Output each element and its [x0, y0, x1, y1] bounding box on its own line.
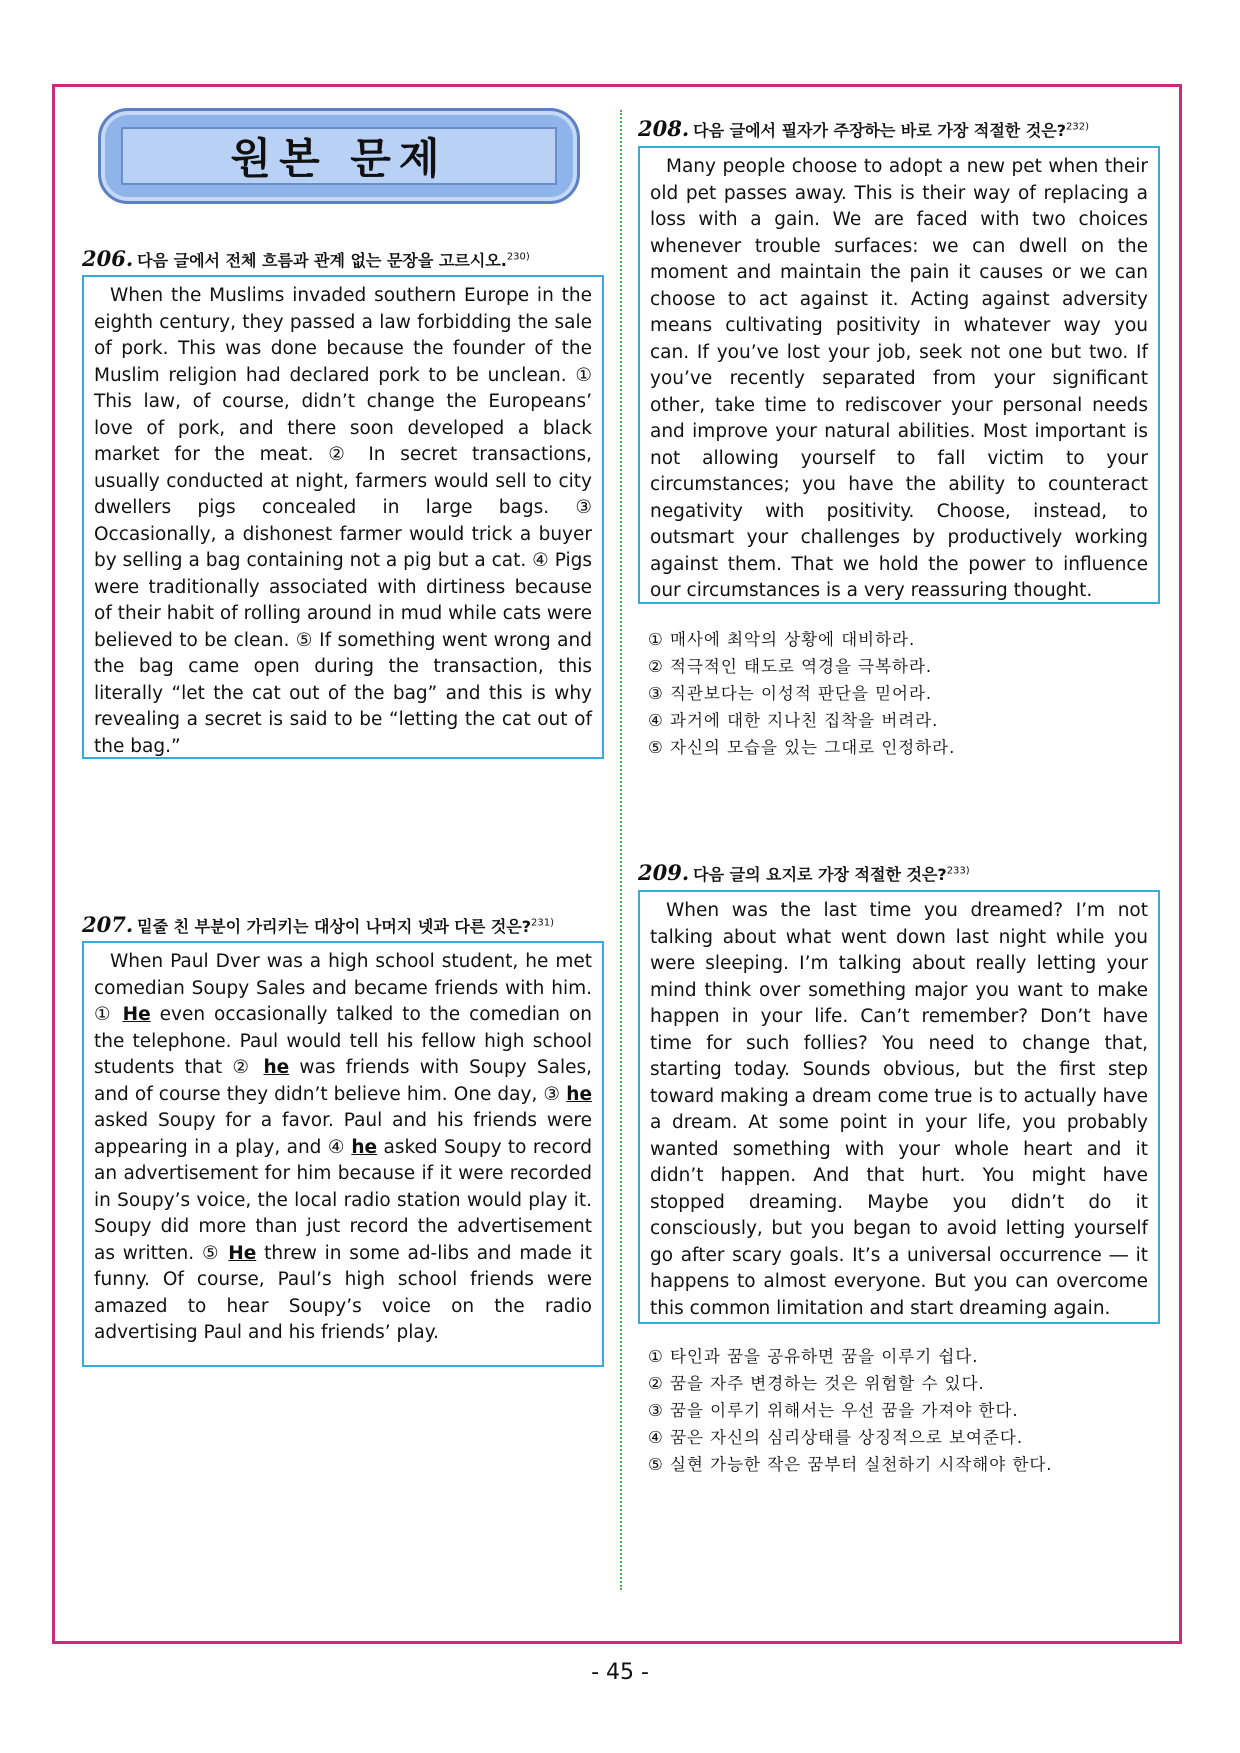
q206-number: 206. [82, 246, 134, 271]
q206-instruction: 다음 글에서 전체 흐름과 관계 없는 문장을 고르시오. [137, 251, 507, 270]
page-number: - 45 - [591, 1660, 649, 1685]
q208-passage-box [638, 146, 1160, 604]
q208-footnote: 232) [1066, 121, 1090, 133]
q207-instruction: 밑줄 친 부분이 가리키는 대상이 나머지 넷과 다른 것은? [137, 917, 532, 936]
q209-choices [648, 1343, 1053, 1478]
q207-text-4: asked Soupy for a favor. Paul and his friends were appearing in a play, and ④ [94, 1110, 592, 1158]
q208-choice-4[interactable]: ④ 과거에 대한 지나친 집착을 버려라. [648, 711, 939, 730]
q208-passage: Many people choose to adopt a new pet when their old pet passes away. This is their way of replacing a loss with a gain. We are faced with two choices whenever trouble surfaces: we can dwell on the moment and maintain the pain it causes or we can choose to act against it. Acting against adversity means cultivating positivity in whatever way you can. If you’ve lost your job, seek not one but two. If you’ve recently separated from your significant other, take time to rediscover your personal needs and improve your natural abilities. Most important is not allowing yourself to fall victim to your circumstances; you have the ability to counteract negativity with positivity. Choose, instead, to outsmart your challenges by productively working against them. That we hold the power to influence our circumstances is a very reassuring thought. [650, 156, 1148, 601]
q209-choice-1[interactable]: ① 타인과 꿈을 공유하면 꿈을 이루기 쉽다. [648, 1347, 979, 1366]
title-banner-inner [121, 127, 557, 185]
q209-header [638, 860, 970, 885]
q209-footnote: 233) [946, 865, 970, 877]
title-banner [98, 108, 580, 204]
q207-number: 207. [82, 912, 134, 937]
q206-footnote: 230) [506, 251, 530, 263]
q209-passage: When was the last time you dreamed? I’m not talking about what went down last night while you were sleeping. I’m talking about really letting your mind think over something major you want to make happen in your life. Can’t remember? Don’t have time for such follies? You need to change that, starting today. Sounds obvious, but the first step toward making a dream come true is to actually have a dream. At some point in your life, you probably wanted something with your whole heart and it didn’t happen. And that hurt. You might have stopped dreaming. Maybe you didn’t do it consciously, but you began to avoid letting yourself go after scary goals. It’s a universal occurrence ― it happens to almost everyone. But you can overcome this common limitation and start dreaming again. [650, 900, 1148, 1319]
q207-text-5: asked Soupy to record an advertisement for him because if it were recorded in Soupy’s voice, the local radio station would play it. Soupy did more than just record the advertisement as written. ⑤ [94, 1136, 592, 1264]
q206-header [82, 246, 530, 271]
q207-text-1: When Paul Dver was a high school student, he met comedian Soupy Sales and became friends with him. ① [94, 951, 592, 1025]
q209-choice-5[interactable]: ⑤ 실현 가능한 작은 꿈부터 실천하기 시작해야 한다. [648, 1455, 1053, 1474]
q207-footnote: 231) [531, 917, 555, 929]
q207-underline-2: he [263, 1057, 290, 1078]
q208-header [638, 116, 1089, 141]
q208-choice-1[interactable]: ① 매사에 최악의 상황에 대비하라. [648, 630, 916, 649]
column-divider [620, 110, 622, 1590]
q208-choice-3[interactable]: ③ 직관보다는 이성적 판단을 믿어라. [648, 684, 933, 703]
q207-passage [94, 949, 592, 1347]
q206-passage-box [82, 275, 604, 759]
page-title: 원본 문제 [230, 134, 448, 183]
q207-underline-5: He [228, 1242, 257, 1264]
q207-text-3: was friends with Soupy Sales, and of course they didn’t believe him. One day, ③ [94, 1057, 592, 1105]
q207-text-6: threw in some ad-libs and made it funny. Of course, Paul’s high school friends were amazed to hear Soupy’s voice on the radio advertising Paul and his friends’ play. [94, 1242, 592, 1343]
q208-choice-5[interactable]: ⑤ 자신의 모습을 있는 그대로 인정하라. [648, 738, 956, 757]
q208-instruction: 다음 글에서 필자가 주장하는 바로 가장 적절한 것은? [693, 121, 1067, 140]
q209-choice-3[interactable]: ③ 꿈을 이루기 위해서는 우선 꿈을 가져야 한다. [648, 1401, 1019, 1420]
q207-passage-box [82, 941, 604, 1367]
q207-underline-3: he [566, 1083, 592, 1105]
q209-instruction: 다음 글의 요지로 가장 적절한 것은? [693, 865, 947, 884]
q209-number: 209. [638, 860, 690, 885]
q209-passage-box [638, 890, 1160, 1324]
q206-passage: When the Muslims invaded southern Europe in the eighth century, they passed a law forbidding the sale of pork. This was done because the founder of the Muslim religion had declared pork to be unclean. ① This law, of course, didn’t change the Europeans’ love of pork, and there soon developed a black market for the meat. ② In secret transactions, usually conducted at night, farmers would sell to city dwellers pigs concealed in large bags. ③ Occasionally, a dishonest farmer would trick a buyer by selling a bag containing not a pig but a cat. ④ Pigs were traditionally associated with dirtiness because of their habit of rolling around in mud while cats were believed to be clean. ⑤ If something went wrong and the bag came open during the transaction, this literally “let the cat out of the bag” and this is why revealing a secret is said to be “letting the cat out of the bag.” [94, 285, 592, 757]
q207-header [82, 912, 554, 937]
q207-underline-1: He [122, 1004, 151, 1025]
q207-text-2: even occasionally talked to the comedian on the telephone. Paul would tell his fellow high school students that ② [94, 1004, 592, 1078]
q208-number: 208. [638, 116, 690, 141]
q208-choice-2[interactable]: ② 적극적인 태도로 역경을 극복하라. [648, 657, 933, 676]
q209-choice-2[interactable]: ② 꿈을 자주 변경하는 것은 위험할 수 있다. [648, 1374, 985, 1393]
q207-underline-4: he [351, 1136, 378, 1158]
q209-choice-4[interactable]: ④ 꿈은 자신의 심리상태를 상징적으로 보여준다. [648, 1428, 1024, 1447]
q208-choices [648, 626, 955, 761]
